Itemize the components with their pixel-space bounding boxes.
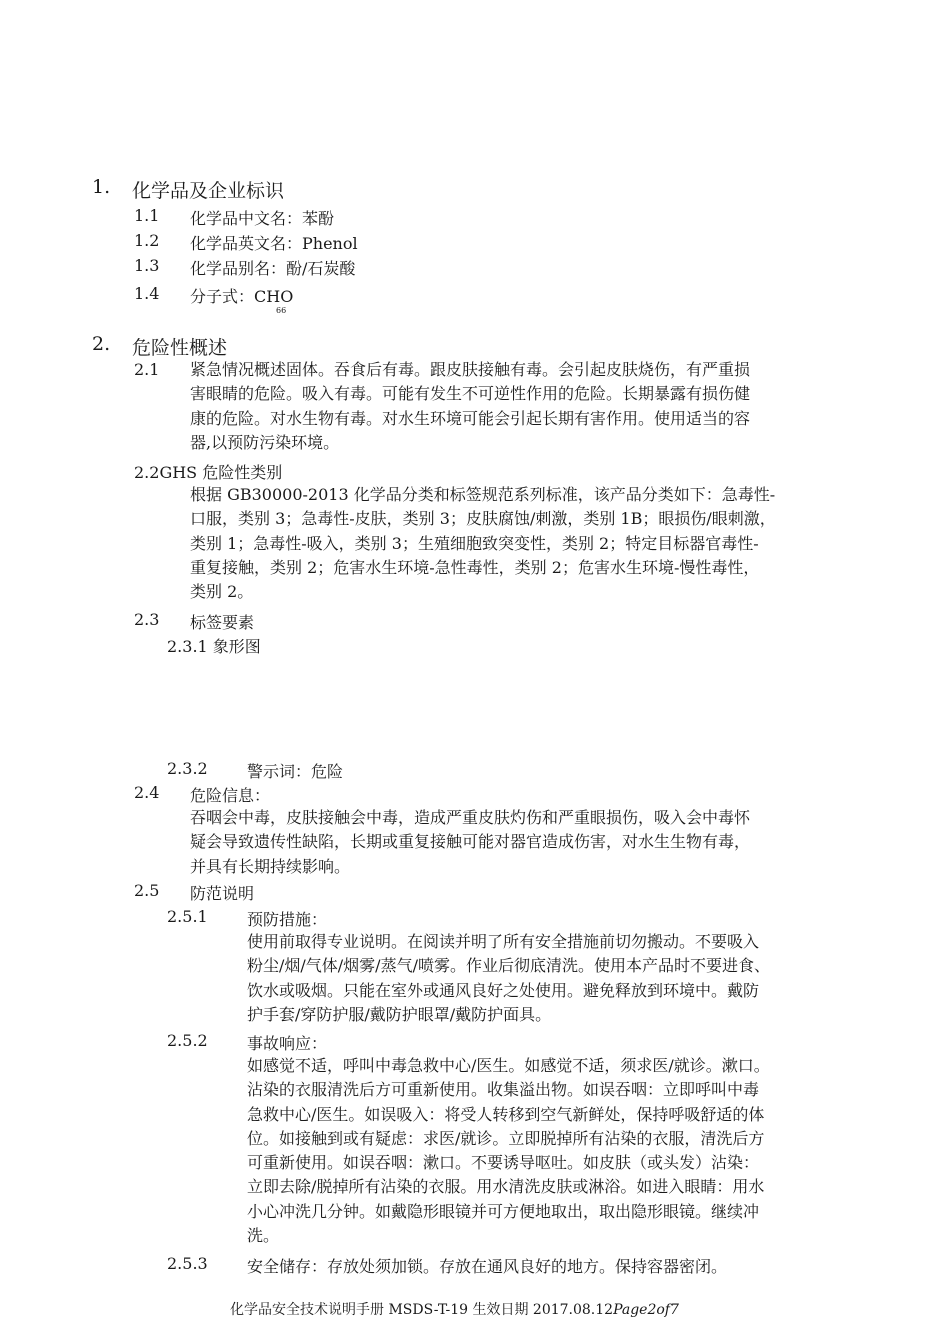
paragraph-line: 吞咽会中毒，皮肤接触会中毒，造成严重皮肤灼伤和严重眼损伤，吸入会中毒怀: [190, 808, 751, 827]
item-1-1-text: 化学品中文名：苯酚: [190, 209, 335, 228]
paragraph-line: 口服，类别 3；急毒性-皮肤，类别 3；皮肤腐蚀/刺激，类别 1B；眼损伤/眼刺激，: [190, 509, 776, 529]
item-2-1-paragraph: [190, 358, 750, 455]
item-2-5-3-text: 安全储存：存放处须加锁。存放在通风良好的地方。保持容器密闭。: [247, 1257, 728, 1276]
item-2-5-2-number: 2.5.2: [167, 1031, 208, 1050]
paragraph-line: 立即去除/脱掉所有沾染的衣服。用水清洗皮肤或淋浴。如进入眼睛：用水: [247, 1177, 765, 1197]
item-2-5-3-number: 2.5.3: [167, 1254, 208, 1273]
section-1-number: 1.: [92, 176, 111, 198]
item-2-4-paragraph: [190, 806, 750, 879]
item-2-5-2-paragraph: [247, 1054, 770, 1248]
item-2-5-number: 2.5: [134, 881, 160, 900]
paragraph-line: 重复接触，类别 2；危害水生环境-急性毒性，类别 2；危害水生环境-慢性毒性，: [190, 557, 760, 577]
footer-page-label: Page2of7: [613, 1302, 679, 1318]
item-2-5-1-paragraph: [247, 930, 770, 1027]
item-1-3-number: 1.3: [134, 256, 160, 275]
paragraph-line: 粉尘/烟/气体/烟雾/蒸气/喷雾。作业后彻底清洗。使用本产品时不要进食、: [247, 956, 770, 976]
item-1-2-text: 化学品英文名：Phenol: [190, 234, 358, 253]
item-2-1-number: 2.1: [134, 360, 160, 379]
paragraph-line: 根据 GB30000-2013 化学品分类和标签规范系列标准，该产品分类如下：急毒性-: [190, 485, 776, 504]
paragraph-line: 使用前取得专业说明。在阅读并明了所有安全措施前切勿搬动。不要吸入: [247, 932, 760, 951]
paragraph-line: 康的危险。对水生物有毒。对水生环境可能会引起长期有害作用。使用适当的容: [190, 408, 751, 428]
item-2-3-2-number: 2.3.2: [167, 759, 208, 778]
item-2-5-1-number: 2.5.1: [167, 907, 208, 926]
item-2-3-number: 2.3: [134, 610, 160, 629]
item-1-4-text: 分子式：CHO: [190, 287, 294, 306]
paragraph-line: 并具有长期持续影响。: [190, 856, 351, 876]
paragraph-line: 器,以预防污染环境。: [190, 432, 340, 452]
item-1-3-text: 化学品别名：酚/石炭酸: [190, 259, 356, 278]
paragraph-line: 小心冲洗几分钟。如戴隐形眼镜并可方便地取出，取出隐形眼镜。继续冲: [247, 1201, 760, 1221]
paragraph-line: 可重新使用。如误吞咽：漱口。不要诱导呕吐。如皮肤（或头发）沾染：: [247, 1153, 760, 1173]
item-1-4-number: 1.4: [134, 284, 160, 303]
paragraph-line: 类别 2。: [190, 582, 254, 602]
item-2-5-2-title: 事故响应：: [247, 1034, 328, 1053]
page-footer: [230, 1299, 679, 1319]
section-2-title: 危险性概述: [132, 337, 228, 359]
item-2-3-2-text: 警示词：危险: [247, 762, 344, 781]
formula-subscript: 66: [276, 306, 287, 315]
section-2-number: 2.: [92, 333, 111, 355]
paragraph-line: 如感觉不适，呼叫中毒急救中心/医生。如感觉不适，须求医/就诊。漱口。: [247, 1056, 770, 1075]
paragraph-line: 沾染的衣服清洗后方可重新使用。收集溢出物。如误吞咽：立即呼叫中毒: [247, 1080, 760, 1100]
item-2-4-title: 危险信息：: [190, 786, 271, 805]
paragraph-line: 位。如接触到或有疑虑：求医/就诊。立即脱掉所有沾染的衣服，清洗后方: [247, 1128, 765, 1148]
paragraph-line: 类别 1；急毒性-吸入，类别 3；生殖细胞致突变性，类别 2；特定目标器官毒性-: [190, 533, 759, 553]
section-1-title: 化学品及企业标识: [132, 180, 285, 202]
item-1-2-number: 1.2: [134, 231, 160, 250]
item-2-4-number: 2.4: [134, 783, 160, 802]
paragraph-line: 紧急情况概述固体。吞食后有毒。跟皮肤接触有毒。会引起皮肤烧伤，有严重损: [190, 360, 751, 379]
item-2-2-heading: 2.2GHS 危险性类别: [134, 463, 283, 482]
paragraph-line: 害眼睛的危险。吸入有毒。可能有发生不可逆性作用的危险。长期暴露有损伤健: [190, 384, 751, 404]
paragraph-line: 疑会导致遗传性缺陷，长期或重复接触可能对器官造成伤害，对水生生物有毒，: [190, 832, 751, 852]
paragraph-line: 护手套/穿防护服/戴防护眼罩/戴防护面具。: [247, 1004, 552, 1024]
footer-text: 化学品安全技术说明手册 MSDS-T-19 生效日期 2017.08.12: [230, 1302, 614, 1318]
item-2-3-1-text: 2.3.1 象形图: [167, 637, 261, 656]
item-2-5-1-title: 预防措施：: [247, 910, 328, 929]
paragraph-line: 洗。: [247, 1226, 280, 1246]
item-1-1-number: 1.1: [134, 206, 160, 225]
paragraph-line: 急救中心/医生。如误吸入：将受人转移到空气新鲜处，保持呼吸舒适的体: [247, 1104, 765, 1124]
paragraph-line: 饮水或吸烟。只能在室外或通风良好之处使用。避免释放到环境中。戴防: [247, 980, 760, 1000]
item-2-2-paragraph: [190, 483, 776, 604]
item-2-3-title: 标签要素: [190, 613, 255, 632]
item-2-5-title: 防范说明: [190, 884, 255, 903]
